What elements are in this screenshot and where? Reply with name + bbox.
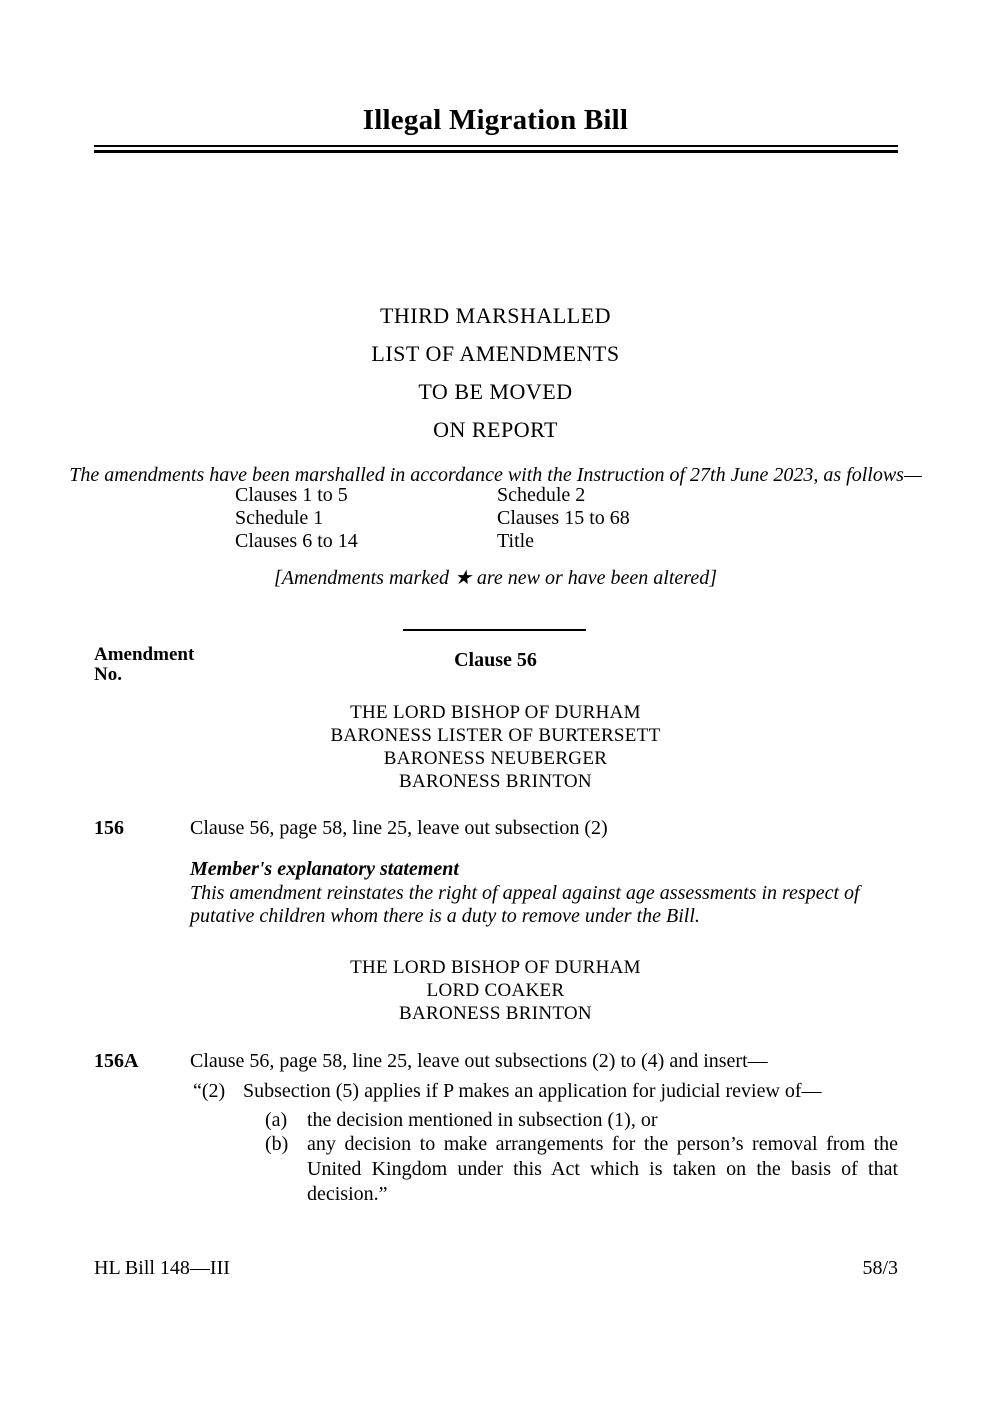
paragraph-text: the decision mentioned in subsection (1), or <box>307 1109 658 1131</box>
inserted-paragraph-a <box>265 1109 657 1132</box>
paragraph-marker: (a) <box>265 1109 288 1131</box>
sponsor-name: LORD COAKER <box>426 980 565 1001</box>
amendment-number: 156A <box>94 1050 139 1072</box>
clause-heading: Clause 56 <box>454 649 537 671</box>
subsection-text: Subsection (5) applies if P makes an application for judicial review of— <box>243 1080 822 1102</box>
document-title: Illegal Migration Bill <box>362 104 629 136</box>
amendment-text: Clause 56, page 58, line 25, leave out subsection (2) <box>190 817 608 839</box>
heading-line: TO BE MOVED <box>418 379 573 404</box>
amendment-156A-row <box>94 1050 898 1073</box>
bill-reference: HL Bill 148—III <box>94 1257 230 1279</box>
clause-divider-rule <box>403 629 586 631</box>
marshalling-order-right-column <box>497 484 630 553</box>
marshalling-item: Schedule 1 <box>235 507 324 529</box>
title-double-rule <box>94 145 898 153</box>
amendment-156-sponsors <box>0 701 991 793</box>
inserted-subsection-2 <box>193 1080 901 1103</box>
sponsor-name: THE LORD BISHOP OF DURHAM <box>350 957 641 978</box>
marshalling-instruction: The amendments have been marshalled in accordance with the Instruction of 27th June 2023, as follows— <box>69 464 922 486</box>
star-legend-note: [Amendments marked ★ are new or have been altered] <box>273 567 717 589</box>
sheet-number: 58/3 <box>862 1257 898 1279</box>
sponsor-name: THE LORD BISHOP OF DURHAM <box>350 702 641 723</box>
sponsor-name: BARONESS LISTER OF BURTERSETT <box>330 725 661 746</box>
explanatory-statement-heading: Member's explanatory statement <box>190 858 459 880</box>
marshalling-item: Title <box>497 530 535 552</box>
heading-line: THIRD MARSHALLED <box>379 303 612 328</box>
amendment-text: Clause 56, page 58, line 25, leave out subsections (2) to (4) and insert— <box>190 1050 768 1072</box>
marshalling-item: Clauses 6 to 14 <box>235 530 358 552</box>
amendment-156-row <box>94 817 898 840</box>
amendment-column-label-line: Amendment <box>94 644 195 665</box>
amendment-156A-sponsors <box>0 956 991 1025</box>
subsection-marker: “(2) <box>193 1080 226 1102</box>
paragraph-text: any decision to make arrangements for the person’s removal from the United Kingdom under this Act which is taken on the basis of that decision.” <box>307 1133 898 1205</box>
amendment-number: 156 <box>94 817 124 839</box>
marshalling-item: Schedule 2 <box>497 484 586 506</box>
heading-line: LIST OF AMENDMENTS <box>371 341 620 366</box>
marshalling-item: Clauses 15 to 68 <box>497 507 630 529</box>
heading-line: ON REPORT <box>433 417 558 442</box>
sponsor-name: BARONESS BRINTON <box>399 771 592 792</box>
amendment-column-label-line: No. <box>94 664 122 685</box>
marshalling-order-left-column <box>235 484 358 553</box>
explanatory-statement-text: This amendment reinstates the right of appeal against age assessments in respect of putative children whom there is a duty to remove under the Bill. <box>190 882 860 927</box>
paragraph-marker: (b) <box>265 1133 289 1155</box>
marshalled-list-headings <box>0 297 991 449</box>
page-footer <box>94 1257 898 1280</box>
sponsor-name: BARONESS NEUBERGER <box>383 748 608 769</box>
marshalling-item: Clauses 1 to 5 <box>235 484 348 506</box>
sponsor-name: BARONESS BRINTON <box>399 1003 592 1024</box>
inserted-paragraph-b <box>265 1132 898 1207</box>
